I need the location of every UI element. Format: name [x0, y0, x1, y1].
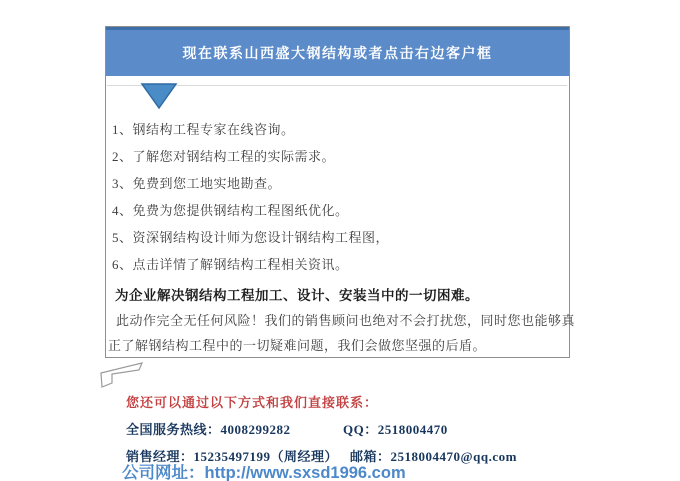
banner-title: 现在联系山西盛大钢结构或者点击右边客户框 [182, 47, 493, 62]
qq-value: 2518004470 [377, 422, 448, 437]
website-row [122, 459, 406, 481]
steps-list [112, 116, 552, 278]
email-label: 邮箱： [350, 449, 391, 464]
contact-heading: 您还可以通过以下方式和我们直接联系： [126, 395, 379, 410]
qq-row [343, 419, 448, 438]
email-value: 2518004470@qq.com [390, 449, 517, 464]
website-link[interactable]: http://www.sxsd1996.com [204, 464, 406, 481]
step-item: 1、钢结构工程专家在线咨询。 [112, 122, 295, 137]
manager-label: 销售经理： [126, 449, 194, 464]
summary-paragraph-line1: 此动作完全无任何风险！我们的销售顾问也绝对不会打扰您，同时您也能够真 [116, 313, 576, 328]
hotline-label: 全国服务热线： [126, 422, 221, 437]
promo-panel [105, 26, 576, 358]
step-item: 6、点击详情了解钢结构工程相关资讯。 [112, 257, 349, 272]
corner-ribbon-icon [92, 358, 146, 390]
summary-paragraph-line2: 正了解钢结构工程中的一切疑难问题，我们会做您坚强的后盾。 [108, 338, 487, 353]
hotline-value: 4008299282 [220, 422, 291, 437]
step-item: 5、资深钢结构设计师为您设计钢结构工程图， [112, 230, 390, 245]
manager-value: 15235497199（周经理） [193, 449, 339, 464]
summary-bold-line: 为企业解决钢结构工程加工、设计、安装当中的一切困难。 [115, 288, 479, 303]
banner [106, 27, 569, 76]
step-item: 4、免费为您提供钢结构工程图纸优化。 [112, 203, 349, 218]
banner-top-stripe [106, 27, 569, 30]
website-label: 公司网址： [122, 464, 205, 481]
down-arrow-icon [140, 82, 178, 110]
hotline-row [126, 419, 291, 438]
qq-label: QQ： [343, 422, 378, 437]
step-item: 3、免费到您工地实地勘查。 [112, 176, 282, 191]
step-item: 2、了解您对钢结构工程的实际需求。 [112, 149, 336, 164]
